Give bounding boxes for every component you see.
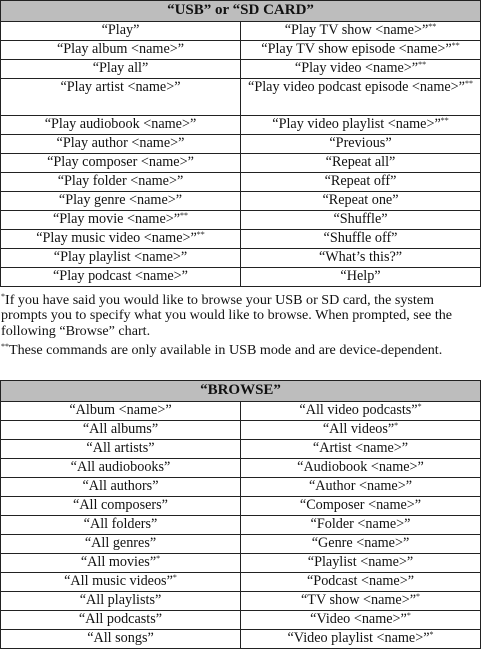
table-cell [241,135,481,154]
table-cell [241,535,481,554]
footnote-marker: * [394,421,399,430]
table-row [1,554,481,573]
table-row [1,459,481,478]
command-text: “Repeat off” [324,173,397,189]
command-text: “Album <name>” [69,402,172,418]
table-cell [1,402,241,421]
table-cell [241,22,481,41]
table-cell [241,440,481,459]
footnote-marker: ** [180,211,189,220]
command-text: “Play video playlist <name>” [272,116,441,132]
command-text: “Shuffle” [333,211,388,227]
footnote-marker: * [1,292,5,301]
footnote-marker: * [429,630,434,639]
command-text: “All genres” [84,535,157,551]
table-row [1,60,481,79]
table-row [1,611,481,630]
footnote-marker: * [172,573,177,582]
footnote-double [1,343,481,358]
table-cell [1,249,241,268]
browse-table-body [1,402,481,649]
table-cell [1,116,241,135]
table-row [1,22,481,41]
command-text: “All videos” [322,421,395,437]
command-text: “Podcast <name>” [307,573,415,589]
command-text: “Play TV show <name>” [284,22,429,38]
footnote-text: These commands are only available in USB mode and are device-dependent. [9,341,443,358]
table-row [1,630,481,649]
footnote-marker: ** [440,116,449,125]
command-text: “All composers” [73,497,168,513]
command-text: “All songs” [87,630,154,646]
table-cell [1,535,241,554]
table-row [1,211,481,230]
table-cell [1,211,241,230]
command-text: “Repeat one” [322,192,399,208]
command-text: “Play artist <name>” [60,79,181,95]
command-text: “All artists” [86,440,155,456]
table-cell [241,154,481,173]
footnote-text: If you have said you would like to browse your USB or SD card, the system prompts you to specify what you would like to browse. When prompted, see the following “Browse” chart. [1,292,453,339]
footnote-marker: * [406,611,411,620]
command-text: “Play” [101,22,140,38]
table-cell [1,230,241,249]
table-row [1,79,481,116]
table-cell [241,421,481,440]
table-cell [1,630,241,649]
command-text: “Play movie <name>” [52,211,181,227]
table-cell [241,192,481,211]
table-cell [1,573,241,592]
footnote-marker: ** [418,60,427,69]
command-text: “Play folder <name>” [57,173,184,189]
command-text: “Repeat all” [325,154,396,170]
table-cell [1,478,241,497]
command-text: “What’s this?” [318,249,403,265]
table-cell [1,268,241,287]
command-text: “All music videos” [64,573,173,589]
table-row [1,41,481,60]
table-row [1,154,481,173]
command-text: “Play all” [92,60,149,76]
command-text: “Video playlist <name>” [287,630,430,646]
table-header-row [1,381,481,402]
table-cell [241,630,481,649]
command-text: “Play audiobook <name>” [44,116,197,132]
footnote-marker: ** [464,79,473,88]
table-cell [1,192,241,211]
command-text: “Audiobook <name>” [297,459,424,475]
command-text: “Help” [340,268,381,284]
table-row [1,192,481,211]
usb-sd-commands-table [0,0,481,287]
table-cell [241,459,481,478]
table-row [1,135,481,154]
table-cell [1,79,241,116]
command-text: “Previous” [329,135,392,151]
table-cell [1,516,241,535]
command-text: “Play TV show episode <name>” [261,41,452,57]
table-row [1,573,481,592]
command-text: “Play album <name>” [56,41,185,57]
command-text: “All authors” [82,478,159,494]
footnote-marker: * [417,402,422,411]
command-text: “All podcasts” [78,611,163,627]
table-cell [241,592,481,611]
table-cell [241,611,481,630]
table-row [1,116,481,135]
table-cell [1,41,241,60]
command-text: “Play podcast <name>” [53,268,188,284]
command-text: “Play playlist <name>” [53,249,188,265]
table-cell [241,60,481,79]
table-cell [1,440,241,459]
command-text: “Playlist <name>” [307,554,414,570]
command-text: “All albums” [82,421,159,437]
table-header-row [1,1,481,22]
table-row [1,497,481,516]
command-text: “Play video podcast episode <name>” [248,79,465,95]
table-cell [241,116,481,135]
command-text: “Folder <name>” [310,516,411,532]
usb-table-body [1,22,481,287]
table-cell [241,268,481,287]
command-text: “TV show <name>” [300,592,417,608]
table-cell [1,135,241,154]
command-text: “Play author <name>” [56,135,185,151]
table-row [1,535,481,554]
command-text: “All video podcasts” [299,402,418,418]
table-row [1,440,481,459]
command-text: “Play composer <name>” [47,154,194,170]
command-text: “Play genre <name>” [58,192,183,208]
usb-table-title: “USB” or “SD CARD” [1,1,481,22]
table-cell [241,249,481,268]
browse-commands-table [0,380,481,649]
table-cell [241,573,481,592]
table-cell [1,592,241,611]
footnote-marker: ** [451,41,460,50]
footnote-marker: ** [196,230,205,239]
table-row [1,268,481,287]
table-cell [1,459,241,478]
command-text: “Play music video <name>” [36,230,197,246]
table-row [1,421,481,440]
footnote-single [1,293,481,339]
command-text: “Author <name>” [308,478,413,494]
table-row [1,592,481,611]
table-cell [241,516,481,535]
command-text: “Genre <name>” [311,535,410,551]
table-row [1,230,481,249]
table-row [1,249,481,268]
command-text: “All folders” [83,516,158,532]
footnote-marker: ** [1,341,9,351]
table-cell [241,497,481,516]
table-cell [1,22,241,41]
command-text: “All movies” [80,554,157,570]
table-cell [1,554,241,573]
table-cell [1,421,241,440]
browse-table-title: “BROWSE” [1,381,481,402]
command-text: “Composer <name>” [299,497,422,513]
table-row [1,516,481,535]
table-cell [1,154,241,173]
table-cell [241,173,481,192]
table-cell [1,611,241,630]
command-text: “All playlists” [79,592,162,608]
table-cell [241,402,481,421]
table-row [1,478,481,497]
table-cell [241,230,481,249]
table-row [1,402,481,421]
table-cell [241,554,481,573]
table-cell [1,173,241,192]
command-text: “Artist <name>” [312,440,409,456]
footnote-marker: * [156,554,161,563]
command-text: “All audiobooks” [70,459,171,475]
table-cell [241,79,481,116]
table-cell [1,60,241,79]
table-cell [241,211,481,230]
command-text: “Shuffle off” [323,230,398,246]
command-text: “Video <name>” [310,611,407,627]
table-cell [241,478,481,497]
footnote-marker: ** [428,22,437,31]
table-cell [241,41,481,60]
footnote-marker: * [416,592,421,601]
footnotes [1,293,481,358]
command-text: “Play video <name>” [294,60,419,76]
table-cell [1,497,241,516]
table-row [1,173,481,192]
